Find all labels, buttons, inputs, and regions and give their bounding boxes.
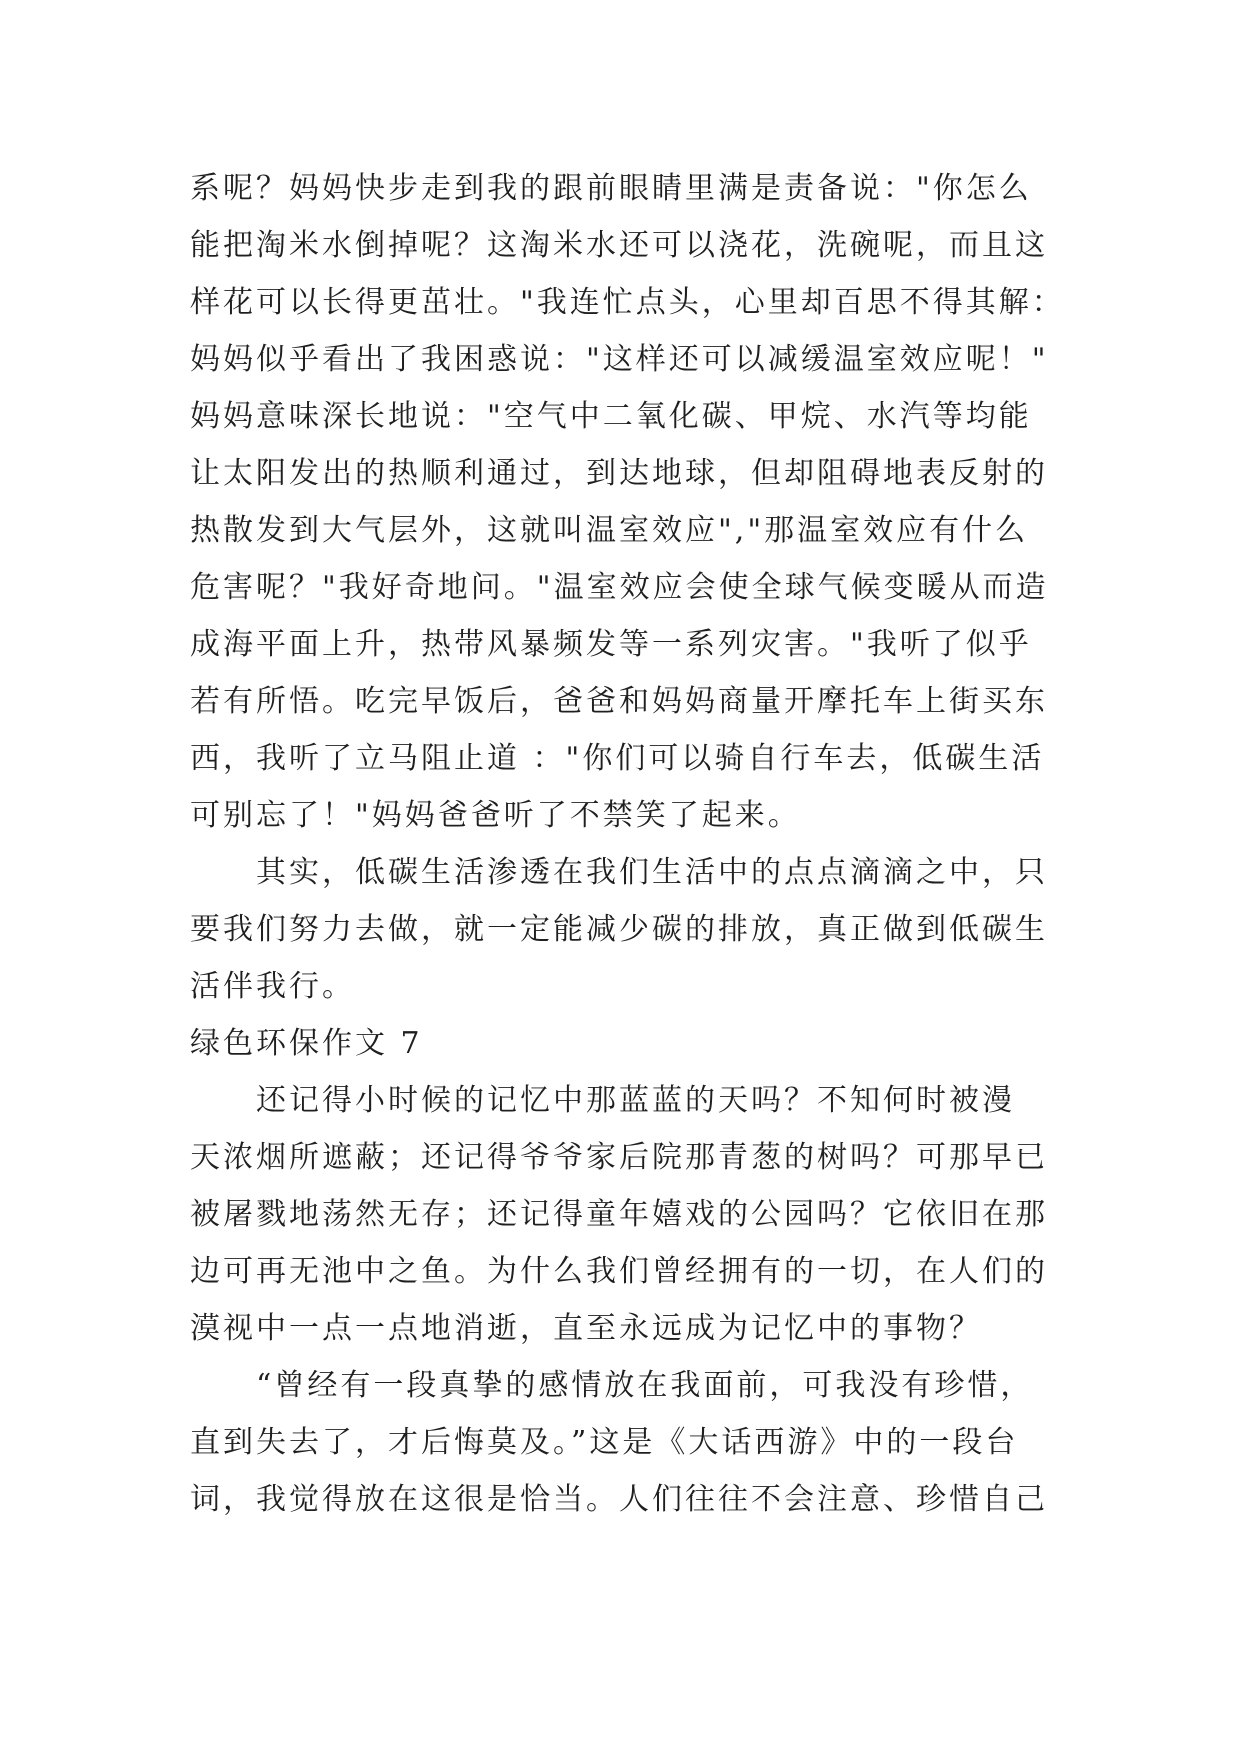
text-line: 要我们努力去做，就一定能减少碳的排放，真正做到低碳生 bbox=[190, 912, 1048, 947]
text-line: 词，我觉得放在这很是恰当。人们往往不会注意、珍惜自己 bbox=[190, 1482, 1048, 1517]
text-line: 若有所悟。吃完早饭后，爸爸和妈妈商量开摩托车上街买东 bbox=[190, 684, 1048, 719]
text-line: 样花可以长得更茁壮。"我连忙点头，心里却百思不得其解： bbox=[190, 285, 1065, 320]
section-heading: 绿色环保作文 7 bbox=[190, 1026, 423, 1061]
text-line: 漠视中一点一点地消逝，直至永远成为记忆中的事物？ bbox=[190, 1311, 982, 1346]
text-line: 其实，低碳生活渗透在我们生活中的点点滴滴之中，只 bbox=[190, 855, 1048, 890]
text-line: 边可再无池中之鱼。为什么我们曾经拥有的一切，在人们的 bbox=[190, 1254, 1048, 1289]
text-line: 系呢？妈妈快步走到我的跟前眼睛里满是责备说："你怎么 bbox=[190, 171, 1032, 206]
text-line: 被屠戮地荡然无存；还记得童年嬉戏的公园吗？它依旧在那 bbox=[190, 1197, 1048, 1232]
text-line: 妈妈似乎看出了我困惑说："这样还可以减缓温室效应呢！" bbox=[190, 342, 1049, 377]
text-line: 天浓烟所遮蔽；还记得爷爷家后院那青葱的树吗？可那早已 bbox=[190, 1140, 1048, 1175]
text-line: 让太阳发出的热顺利通过，到达地球，但却阻碍地表反射的 bbox=[190, 456, 1048, 491]
text-line: 可别忘了！"妈妈爸爸听了不禁笑了起来。 bbox=[190, 798, 801, 833]
essay-text bbox=[190, 160, 1070, 1528]
text-line: 直到失去了，才后悔莫及。”这是《大话西游》中的一段台 bbox=[190, 1425, 1019, 1460]
text-line: 活伴我行。 bbox=[190, 969, 355, 1004]
text-line: “曾经有一段真挚的感情放在我面前，可我没有珍惜， bbox=[190, 1368, 1034, 1403]
text-line: 危害呢？"我好奇地问。"温室效应会使全球气候变暖从而造 bbox=[190, 570, 1049, 605]
text-line: 成海平面上升，热带风暴频发等一系列灾害。"我听了似乎 bbox=[190, 627, 1032, 662]
text-line: 西，我听了立马阻止道 ："你们可以骑自行车去，低碳生活 bbox=[190, 741, 1045, 776]
text-line: 还记得小时候的记忆中那蓝蓝的天吗？不知何时被漫 bbox=[190, 1083, 1015, 1118]
text-line: 妈妈意味深长地说："空气中二氧化碳、甲烷、水汽等均能 bbox=[190, 399, 1032, 434]
text-line: 能把淘米水倒掉呢？这淘米水还可以浇花，洗碗呢，而且这 bbox=[190, 228, 1048, 263]
text-line: 热散发到大气层外，这就叫温室效应","那温室效应有什么 bbox=[190, 513, 1029, 548]
